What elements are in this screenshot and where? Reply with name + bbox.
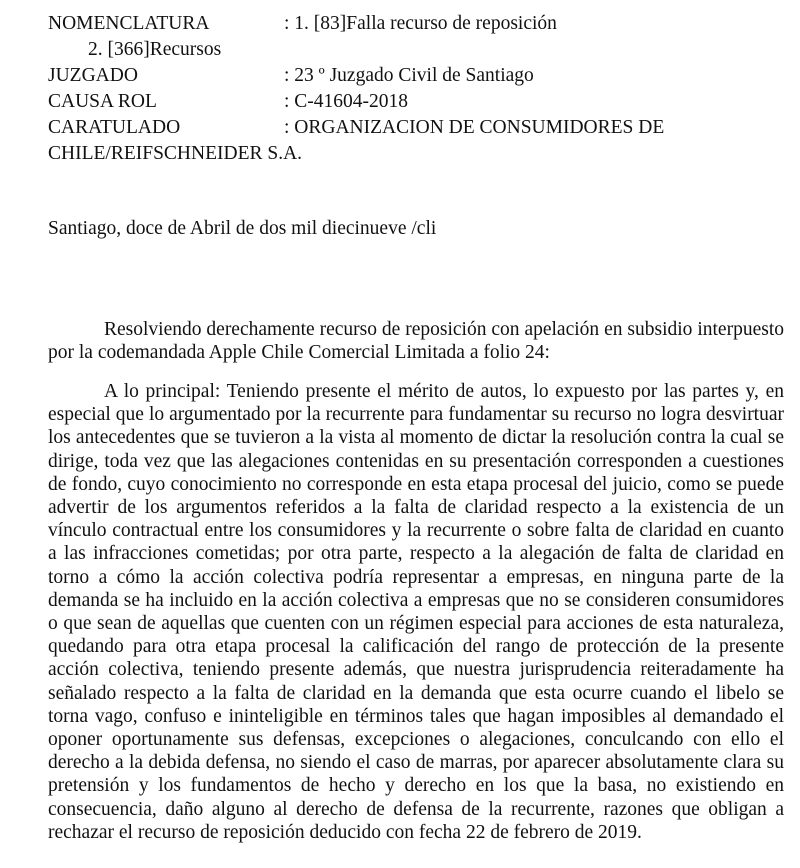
principal-paragraph: A lo principal: Teniendo presente el mérito de autos, lo expuesto por las partes y, en especial que lo argumentado por la recurrente para fundamentar su recurso no logra desvirtuar los antecedentes que se tuvieron a la vista al momento de dictar la resolución contra la cual se dirige, toda vez que las alegaciones contenidas en su presentación corresponden a cuestiones de fondo, cuyo conocimiento no corresponde en esta etapa procesal del juicio, como se puede advertir de los argumentos referidos a la falta de claridad respecto a la existencia de un vínculo contractual entre los consumidores y la recurrente o sobre falta de claridad en cuanto a las infracciones cometidas; por otra parte, respecto a la alegación de falta de claridad en torno a cómo la acción colectiva podría representar a empresas, en ninguna parte de la demanda se ha incluido en la acción colectiva a empresas que no se consideren consumidores o que sean de aquellas que cuenten con un régimen especial para acciones de esta naturaleza, quedando para otra etapa procesal la calificación del rango de protección de la presente acción colectiva, teniendo presente además, que nuestra jurisprudencia reiteradamente ha señalado respecto a la falta de claridad en la demanda que esta ocurre cuando el libelo se torna vago, confuso e ininteligible en términos tales que hagan imposibles al demandado el oponer oportunamente sus defensas, excepciones o alegaciones, conculcando con ello el derecho a la debida defensa, no siendo el caso de marras, por aparecer absolutamente clara su pretensión y los fundamentos de hecho y derecho en los que la basa, no existiendo en consecuencia, daño alguno al derecho de defensa de la recurrente, razones que obligan a rechazar el recurso de reposición deducido con fecha 22 de febrero de 2019. — [48, 381, 784, 843]
caratulado-label: CARATULADO — [48, 117, 181, 138]
causa-rol-value: : C-41604-2018 — [284, 91, 409, 112]
juzgado-label: JUZGADO — [48, 65, 138, 86]
nomenclatura-value: : 1. [83]Falla recurso de reposición — [284, 13, 557, 34]
date-text: Santiago, doce de Abril de dos mil diecinueve /cli — [48, 218, 437, 239]
nomenclatura-label: NOMENCLATURA — [48, 13, 210, 34]
caratulado-continued — [48, 141, 302, 167]
caratulado-value: : ORGANIZACION DE CONSUMIDORES DE — [284, 117, 665, 138]
header-nomenclatura-continued — [88, 37, 221, 63]
causa-rol-label: CAUSA ROL — [48, 91, 157, 112]
juzgado-value: : 23 º Juzgado Civil de Santiago — [284, 65, 534, 86]
intro-paragraph: Resolviendo derechamente recurso de reposición con apelación en subsidio interpuesto por la codemandada Apple Chile Comercial Limitada a folio 24: — [48, 319, 784, 364]
caratulado-value-2: CHILE/REIFSCHNEIDER S.A. — [48, 143, 303, 164]
nomenclatura-value-2: 2. [366]Recursos — [88, 39, 222, 60]
date-line — [48, 216, 436, 242]
